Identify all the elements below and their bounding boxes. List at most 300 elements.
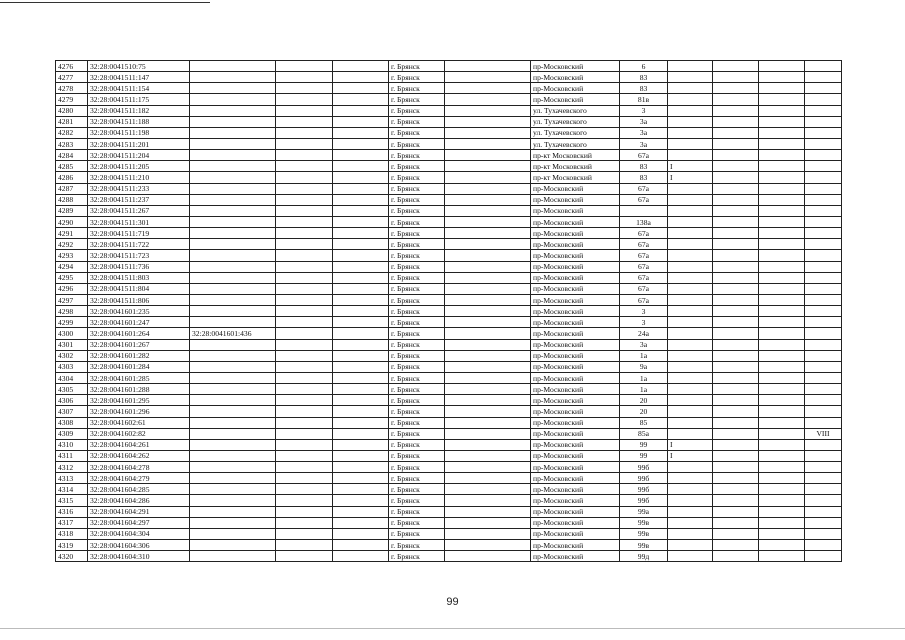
street-cell: пр-Московский: [531, 506, 620, 517]
table-row: [56, 239, 842, 250]
premises-cell: [805, 439, 842, 450]
city-cell: г. Брянск: [389, 395, 445, 406]
empty-cell: [713, 328, 759, 339]
parent-cadastral-cell: [190, 127, 276, 138]
street-cell: пр-кт Московский: [531, 172, 620, 183]
premises-cell: [805, 528, 842, 539]
cadastral-number-cell: 32:28:0041511:147: [88, 72, 190, 83]
premises-cell: [805, 294, 842, 305]
empty-cell: [333, 150, 389, 161]
city-cell: г. Брянск: [389, 372, 445, 383]
city-cell: г. Брянск: [389, 484, 445, 495]
empty-cell: [759, 417, 805, 428]
premises-cell: [805, 384, 842, 395]
empty-cell: [333, 216, 389, 227]
row-number-cell: 4295: [56, 272, 88, 283]
row-number-cell: 4319: [56, 540, 88, 551]
empty-cell: [445, 138, 531, 149]
parent-cadastral-cell: [190, 205, 276, 216]
row-number-cell: 4320: [56, 551, 88, 562]
table-row: [56, 495, 842, 506]
street-cell: пр-Московский: [531, 228, 620, 239]
street-cell: ул. Тухачевского: [531, 138, 620, 149]
empty-cell: [276, 150, 333, 161]
premises-cell: [805, 317, 842, 328]
parent-cadastral-cell: [190, 194, 276, 205]
empty-cell: [759, 272, 805, 283]
premises-cell: [805, 261, 842, 272]
street-cell: пр-Московский: [531, 361, 620, 372]
city-cell: г. Брянск: [389, 116, 445, 127]
empty-cell: [759, 540, 805, 551]
premises-cell: [805, 495, 842, 506]
street-cell: ул. Тухачевского: [531, 105, 620, 116]
parent-cadastral-cell: [190, 506, 276, 517]
premises-cell: VIII: [805, 428, 842, 439]
building-flag-cell: [668, 83, 713, 94]
parent-cadastral-cell: [190, 350, 276, 361]
building-flag-cell: [668, 372, 713, 383]
empty-cell: [759, 261, 805, 272]
empty-cell: [759, 328, 805, 339]
house-number-cell: 24а: [620, 328, 668, 339]
city-cell: г. Брянск: [389, 528, 445, 539]
cadastral-number-cell: 32:28:0041604:310: [88, 551, 190, 562]
empty-cell: [276, 339, 333, 350]
empty-cell: [333, 506, 389, 517]
row-number-cell: 4282: [56, 127, 88, 138]
parent-cadastral-cell: [190, 384, 276, 395]
row-number-cell: 4289: [56, 205, 88, 216]
empty-cell: [759, 250, 805, 261]
empty-cell: [333, 239, 389, 250]
parent-cadastral-cell: [190, 239, 276, 250]
empty-cell: [713, 150, 759, 161]
empty-cell: [333, 317, 389, 328]
cadastral-number-cell: 32:28:0041511:804: [88, 283, 190, 294]
city-cell: г. Брянск: [389, 417, 445, 428]
building-flag-cell: I: [668, 450, 713, 461]
empty-cell: [333, 406, 389, 417]
table-row: [56, 306, 842, 317]
parent-cadastral-cell: [190, 94, 276, 105]
row-number-cell: 4280: [56, 105, 88, 116]
house-number-cell: [620, 205, 668, 216]
building-flag-cell: [668, 261, 713, 272]
premises-cell: [805, 239, 842, 250]
street-cell: пр-Московский: [531, 306, 620, 317]
empty-cell: [713, 517, 759, 528]
house-number-cell: 99б: [620, 484, 668, 495]
city-cell: г. Брянск: [389, 551, 445, 562]
empty-cell: [276, 183, 333, 194]
empty-cell: [333, 361, 389, 372]
empty-cell: [759, 94, 805, 105]
city-cell: г. Брянск: [389, 83, 445, 94]
empty-cell: [333, 83, 389, 94]
empty-cell: [713, 361, 759, 372]
empty-cell: [276, 172, 333, 183]
premises-cell: [805, 395, 842, 406]
table-row: [56, 127, 842, 138]
empty-cell: [759, 517, 805, 528]
empty-cell: [333, 228, 389, 239]
table-row: [56, 61, 842, 72]
building-flag-cell: [668, 328, 713, 339]
empty-cell: [713, 127, 759, 138]
premises-cell: [805, 283, 842, 294]
house-number-cell: 138а: [620, 216, 668, 227]
table-row: [56, 395, 842, 406]
parent-cadastral-cell: [190, 61, 276, 72]
row-number-cell: 4286: [56, 172, 88, 183]
street-cell: ул. Тухачевского: [531, 127, 620, 138]
street-cell: пр-Московский: [531, 540, 620, 551]
parent-cadastral-cell: [190, 317, 276, 328]
empty-cell: [276, 350, 333, 361]
city-cell: г. Брянск: [389, 439, 445, 450]
empty-cell: [759, 406, 805, 417]
table-row: [56, 540, 842, 551]
table-row: [56, 517, 842, 528]
cadastral-number-cell: 32:28:0041601:296: [88, 406, 190, 417]
empty-cell: [445, 439, 531, 450]
empty-cell: [276, 517, 333, 528]
empty-cell: [445, 372, 531, 383]
street-cell: пр-Московский: [531, 406, 620, 417]
empty-cell: [713, 294, 759, 305]
cadastral-number-cell: 32:28:0041511:736: [88, 261, 190, 272]
house-number-cell: 99б: [620, 495, 668, 506]
empty-cell: [333, 272, 389, 283]
parent-cadastral-cell: [190, 294, 276, 305]
building-flag-cell: [668, 61, 713, 72]
empty-cell: [276, 138, 333, 149]
empty-cell: [759, 205, 805, 216]
empty-cell: [713, 350, 759, 361]
empty-cell: [276, 306, 333, 317]
empty-cell: [713, 239, 759, 250]
row-number-cell: 4292: [56, 239, 88, 250]
empty-cell: [759, 484, 805, 495]
city-cell: г. Брянск: [389, 250, 445, 261]
parent-cadastral-cell: [190, 306, 276, 317]
cadastral-number-cell: 32:28:0041511:188: [88, 116, 190, 127]
parent-cadastral-cell: [190, 462, 276, 473]
premises-cell: [805, 417, 842, 428]
parent-cadastral-cell: [190, 484, 276, 495]
empty-cell: [759, 61, 805, 72]
empty-cell: [333, 183, 389, 194]
empty-cell: [759, 350, 805, 361]
registry-table: [55, 60, 842, 562]
empty-cell: [713, 551, 759, 562]
premises-cell: [805, 216, 842, 227]
street-cell: пр-Московский: [531, 384, 620, 395]
house-number-cell: 67а: [620, 239, 668, 250]
table-row: [56, 216, 842, 227]
empty-cell: [713, 272, 759, 283]
row-number-cell: 4303: [56, 361, 88, 372]
empty-cell: [445, 328, 531, 339]
empty-cell: [713, 528, 759, 539]
city-cell: г. Брянск: [389, 428, 445, 439]
empty-cell: [276, 328, 333, 339]
empty-cell: [445, 183, 531, 194]
empty-cell: [713, 439, 759, 450]
parent-cadastral-cell: [190, 228, 276, 239]
street-cell: пр-Московский: [531, 328, 620, 339]
empty-cell: [759, 172, 805, 183]
house-number-cell: 3а: [620, 138, 668, 149]
premises-cell: [805, 406, 842, 417]
house-number-cell: 83: [620, 72, 668, 83]
premises-cell: [805, 339, 842, 350]
street-cell: пр-Московский: [531, 205, 620, 216]
empty-cell: [445, 473, 531, 484]
empty-cell: [333, 462, 389, 473]
empty-cell: [276, 528, 333, 539]
empty-cell: [445, 294, 531, 305]
cadastral-number-cell: 32:28:0041602:82: [88, 428, 190, 439]
street-cell: пр-Московский: [531, 83, 620, 94]
empty-cell: [713, 194, 759, 205]
city-cell: г. Брянск: [389, 517, 445, 528]
building-flag-cell: [668, 116, 713, 127]
empty-cell: [445, 306, 531, 317]
parent-cadastral-cell: [190, 216, 276, 227]
street-cell: пр-Московский: [531, 194, 620, 205]
building-flag-cell: [668, 406, 713, 417]
building-flag-cell: [668, 94, 713, 105]
row-number-cell: 4305: [56, 384, 88, 395]
empty-cell: [333, 384, 389, 395]
row-number-cell: 4283: [56, 138, 88, 149]
empty-cell: [759, 283, 805, 294]
premises-cell: [805, 517, 842, 528]
street-cell: ул. Тухачевского: [531, 116, 620, 127]
cadastral-number-cell: 32:28:0041510:75: [88, 61, 190, 72]
empty-cell: [759, 473, 805, 484]
row-number-cell: 4301: [56, 339, 88, 350]
street-cell: пр-Московский: [531, 239, 620, 250]
building-flag-cell: [668, 350, 713, 361]
street-cell: пр-кт Московский: [531, 150, 620, 161]
premises-cell: [805, 127, 842, 138]
building-flag-cell: [668, 506, 713, 517]
empty-cell: [276, 495, 333, 506]
building-flag-cell: I: [668, 439, 713, 450]
city-cell: г. Брянск: [389, 94, 445, 105]
building-flag-cell: [668, 239, 713, 250]
table-row: [56, 372, 842, 383]
building-flag-cell: I: [668, 172, 713, 183]
house-number-cell: 99: [620, 439, 668, 450]
building-flag-cell: [668, 127, 713, 138]
parent-cadastral-cell: [190, 395, 276, 406]
street-cell: пр-Московский: [531, 294, 620, 305]
empty-cell: [713, 395, 759, 406]
house-number-cell: 3а: [620, 127, 668, 138]
empty-cell: [333, 439, 389, 450]
empty-cell: [713, 406, 759, 417]
premises-cell: [805, 551, 842, 562]
empty-cell: [276, 250, 333, 261]
premises-cell: [805, 372, 842, 383]
street-cell: пр-Московский: [531, 272, 620, 283]
empty-cell: [276, 94, 333, 105]
street-cell: пр-Московский: [531, 339, 620, 350]
cadastral-number-cell: 32:28:0041601:282: [88, 350, 190, 361]
registry-sheet: [55, 60, 842, 562]
empty-cell: [276, 462, 333, 473]
table-row: [56, 294, 842, 305]
premises-cell: [805, 450, 842, 461]
building-flag-cell: [668, 216, 713, 227]
table-row: [56, 94, 842, 105]
empty-cell: [333, 350, 389, 361]
table-row: [56, 428, 842, 439]
city-cell: г. Брянск: [389, 228, 445, 239]
empty-cell: [445, 339, 531, 350]
empty-cell: [276, 384, 333, 395]
premises-cell: [805, 272, 842, 283]
row-number-cell: 4285: [56, 161, 88, 172]
empty-cell: [276, 61, 333, 72]
street-cell: пр-Московский: [531, 473, 620, 484]
table-row: [56, 317, 842, 328]
street-cell: пр-Московский: [531, 417, 620, 428]
table-row: [56, 72, 842, 83]
parent-cadastral-cell: [190, 339, 276, 350]
city-cell: г. Брянск: [389, 506, 445, 517]
row-number-cell: 4318: [56, 528, 88, 539]
house-number-cell: 3: [620, 317, 668, 328]
building-flag-cell: [668, 138, 713, 149]
premises-cell: [805, 473, 842, 484]
city-cell: г. Брянск: [389, 384, 445, 395]
empty-cell: [445, 83, 531, 94]
empty-cell: [759, 395, 805, 406]
city-cell: г. Брянск: [389, 183, 445, 194]
empty-cell: [333, 339, 389, 350]
house-number-cell: 3: [620, 306, 668, 317]
row-number-cell: 4298: [56, 306, 88, 317]
street-cell: пр-Московский: [531, 372, 620, 383]
empty-cell: [713, 161, 759, 172]
row-number-cell: 4306: [56, 395, 88, 406]
empty-cell: [445, 384, 531, 395]
empty-cell: [333, 72, 389, 83]
cadastral-number-cell: 32:28:0041601:295: [88, 395, 190, 406]
cadastral-number-cell: 32:28:0041601:288: [88, 384, 190, 395]
empty-cell: [276, 205, 333, 216]
street-cell: пр-Московский: [531, 283, 620, 294]
building-flag-cell: [668, 272, 713, 283]
table-row: [56, 506, 842, 517]
empty-cell: [759, 294, 805, 305]
parent-cadastral-cell: [190, 551, 276, 562]
empty-cell: [445, 450, 531, 461]
empty-cell: [333, 428, 389, 439]
empty-cell: [276, 473, 333, 484]
empty-cell: [445, 272, 531, 283]
street-cell: пр-Московский: [531, 495, 620, 506]
parent-cadastral-cell: [190, 250, 276, 261]
street-cell: пр-Московский: [531, 517, 620, 528]
row-number-cell: 4311: [56, 450, 88, 461]
city-cell: г. Брянск: [389, 350, 445, 361]
empty-cell: [759, 495, 805, 506]
empty-cell: [759, 161, 805, 172]
building-flag-cell: [668, 551, 713, 562]
cadastral-number-cell: 32:28:0041602:61: [88, 417, 190, 428]
parent-cadastral-cell: [190, 473, 276, 484]
city-cell: г. Брянск: [389, 272, 445, 283]
top-rule: [0, 2, 210, 3]
house-number-cell: 1а: [620, 372, 668, 383]
city-cell: г. Брянск: [389, 283, 445, 294]
row-number-cell: 4304: [56, 372, 88, 383]
row-number-cell: 4308: [56, 417, 88, 428]
table-row: [56, 551, 842, 562]
city-cell: г. Брянск: [389, 172, 445, 183]
table-row: [56, 361, 842, 372]
empty-cell: [713, 495, 759, 506]
empty-cell: [445, 216, 531, 227]
parent-cadastral-cell: [190, 261, 276, 272]
parent-cadastral-cell: [190, 428, 276, 439]
row-number-cell: 4288: [56, 194, 88, 205]
premises-cell: [805, 361, 842, 372]
cadastral-number-cell: 32:28:0041601:264: [88, 328, 190, 339]
house-number-cell: 67а: [620, 283, 668, 294]
table-row: [56, 406, 842, 417]
premises-cell: [805, 172, 842, 183]
table-row: [56, 105, 842, 116]
empty-cell: [759, 462, 805, 473]
house-number-cell: 83: [620, 172, 668, 183]
empty-cell: [276, 406, 333, 417]
building-flag-cell: [668, 528, 713, 539]
house-number-cell: 9а: [620, 361, 668, 372]
parent-cadastral-cell: [190, 372, 276, 383]
city-cell: г. Брянск: [389, 473, 445, 484]
empty-cell: [333, 194, 389, 205]
cadastral-number-cell: 32:28:0041601:235: [88, 306, 190, 317]
building-flag-cell: [668, 283, 713, 294]
row-number-cell: 4313: [56, 473, 88, 484]
cadastral-number-cell: 32:28:0041511:205: [88, 161, 190, 172]
empty-cell: [759, 506, 805, 517]
house-number-cell: 3а: [620, 339, 668, 350]
empty-cell: [713, 450, 759, 461]
city-cell: г. Брянск: [389, 261, 445, 272]
empty-cell: [713, 261, 759, 272]
empty-cell: [713, 484, 759, 495]
empty-cell: [759, 439, 805, 450]
row-number-cell: 4276: [56, 61, 88, 72]
empty-cell: [333, 283, 389, 294]
premises-cell: [805, 61, 842, 72]
street-cell: пр-Московский: [531, 528, 620, 539]
empty-cell: [276, 294, 333, 305]
empty-cell: [759, 194, 805, 205]
cadastral-number-cell: 32:28:0041511:723: [88, 250, 190, 261]
parent-cadastral-cell: [190, 517, 276, 528]
city-cell: г. Брянск: [389, 406, 445, 417]
row-number-cell: 4316: [56, 506, 88, 517]
